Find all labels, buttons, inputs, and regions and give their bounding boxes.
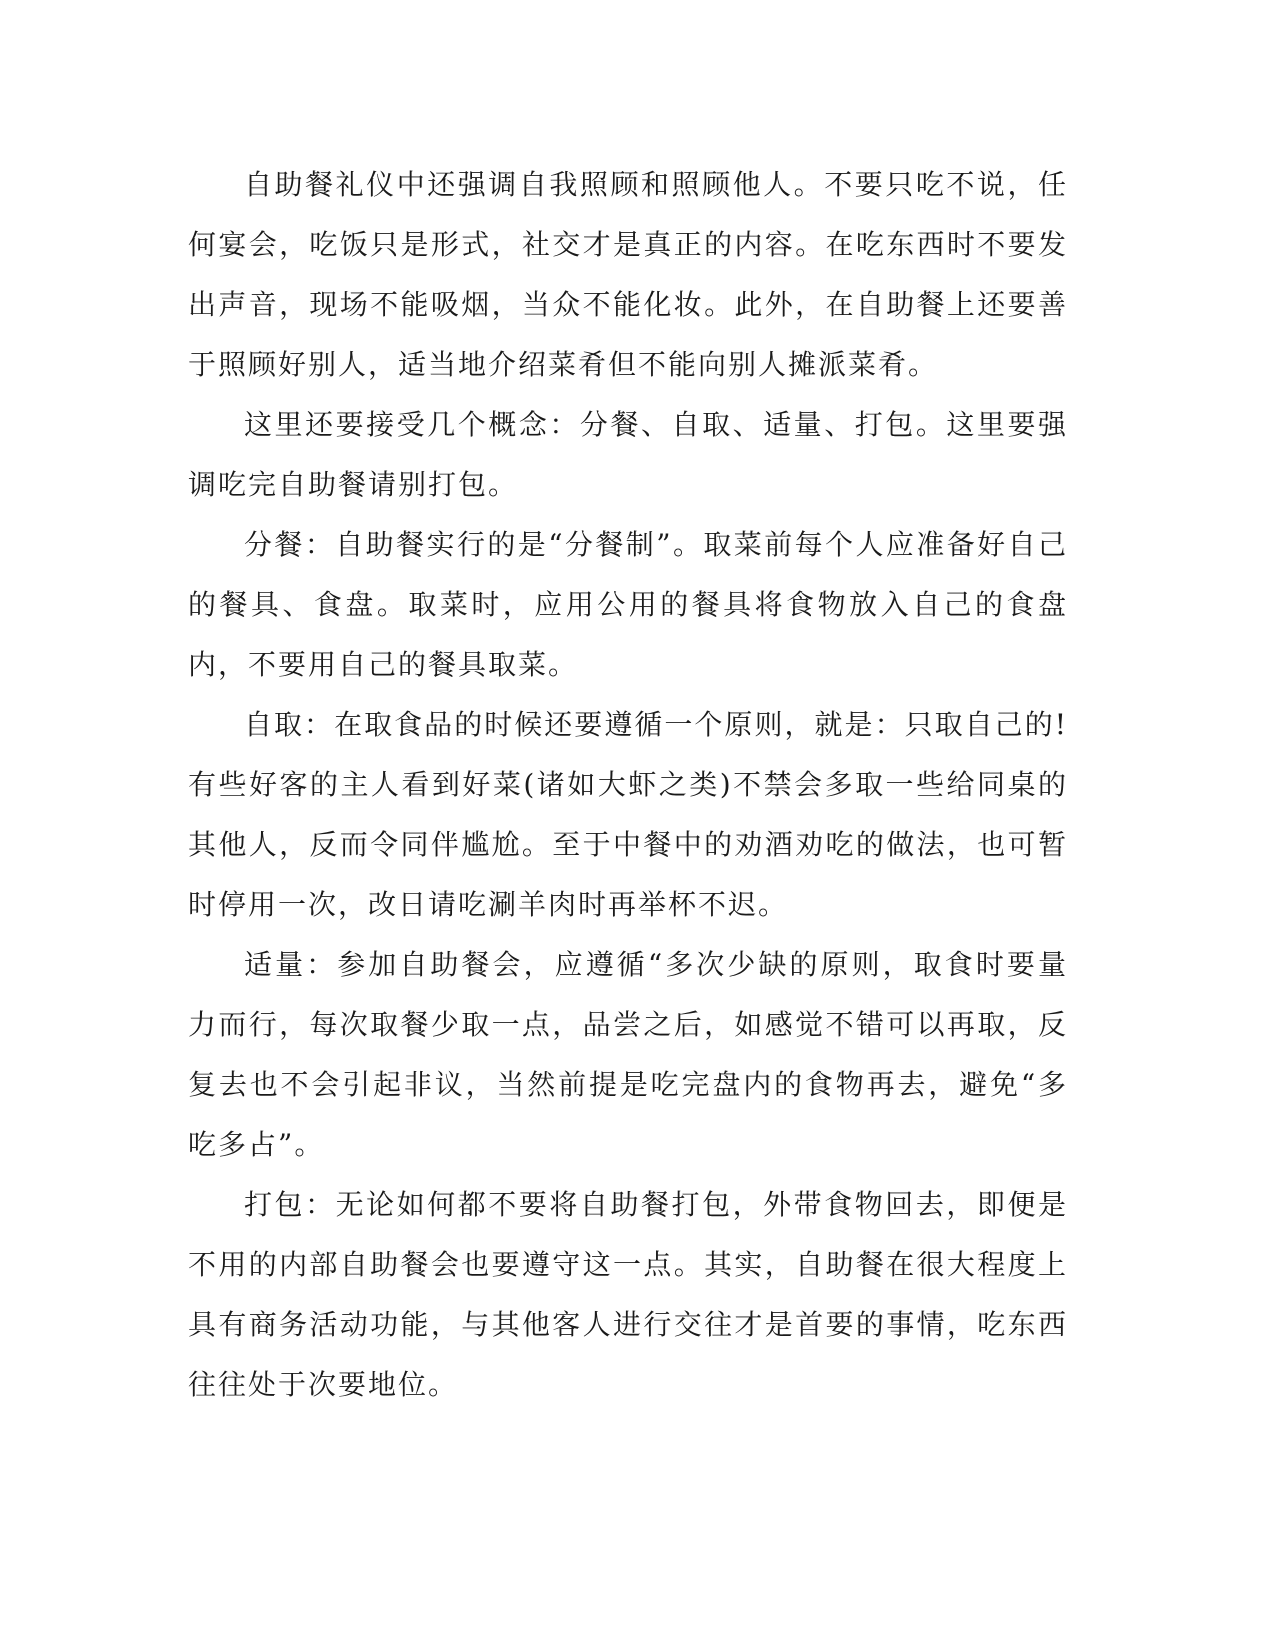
document-body [188, 155, 1068, 1415]
paragraph-self-serve: 自取：在取食品的时候还要遵循一个原则，就是：只取自己的!有些好客的主人看到好菜(诸如大虾之类)不禁会多取一些给同桌的其他人，反而令同伴尴尬。至于中餐中的劝酒劝吃的做法，也可暂时停用一次，改日请吃涮羊肉时再举杯不迟。 [188, 708, 1068, 921]
paragraph-moderation: 适量：参加自助餐会，应遵循“多次少缺的原则，取食时要量力而行，每次取餐少取一点，品尝之后，如感觉不错可以再取，反复去也不会引起非议，当然前提是吃完盘内的食物再去，避免“多吃多占”。 [188, 948, 1068, 1161]
paragraph-concepts: 这里还要接受几个概念：分餐、自取、适量、打包。这里要强调吃完自助餐请别打包。 [188, 408, 1068, 501]
paragraph-no-takeaway: 打包：无论如何都不要将自助餐打包，外带食物回去，即便是不用的内部自助餐会也要遵守这一点。其实，自助餐在很大程度上具有商务活动功能，与其他客人进行交往才是首要的事情，吃东西往往处于次要地位。 [188, 1188, 1068, 1401]
paragraph-self-care: 自助餐礼仪中还强调自我照顾和照顾他人。不要只吃不说，任何宴会，吃饭只是形式，社交才是真正的内容。在吃东西时不要发出声音，现场不能吸烟，当众不能化妆。此外，在自助餐上还要善于照顾好别人，适当地介绍菜肴但不能向别人摊派菜肴。 [188, 168, 1068, 381]
paragraph-separate-dining: 分餐：自助餐实行的是“分餐制”。取菜前每个人应准备好自己的餐具、食盘。取菜时，应用公用的餐具将食物放入自己的食盘内，不要用自己的餐具取菜。 [188, 528, 1068, 681]
